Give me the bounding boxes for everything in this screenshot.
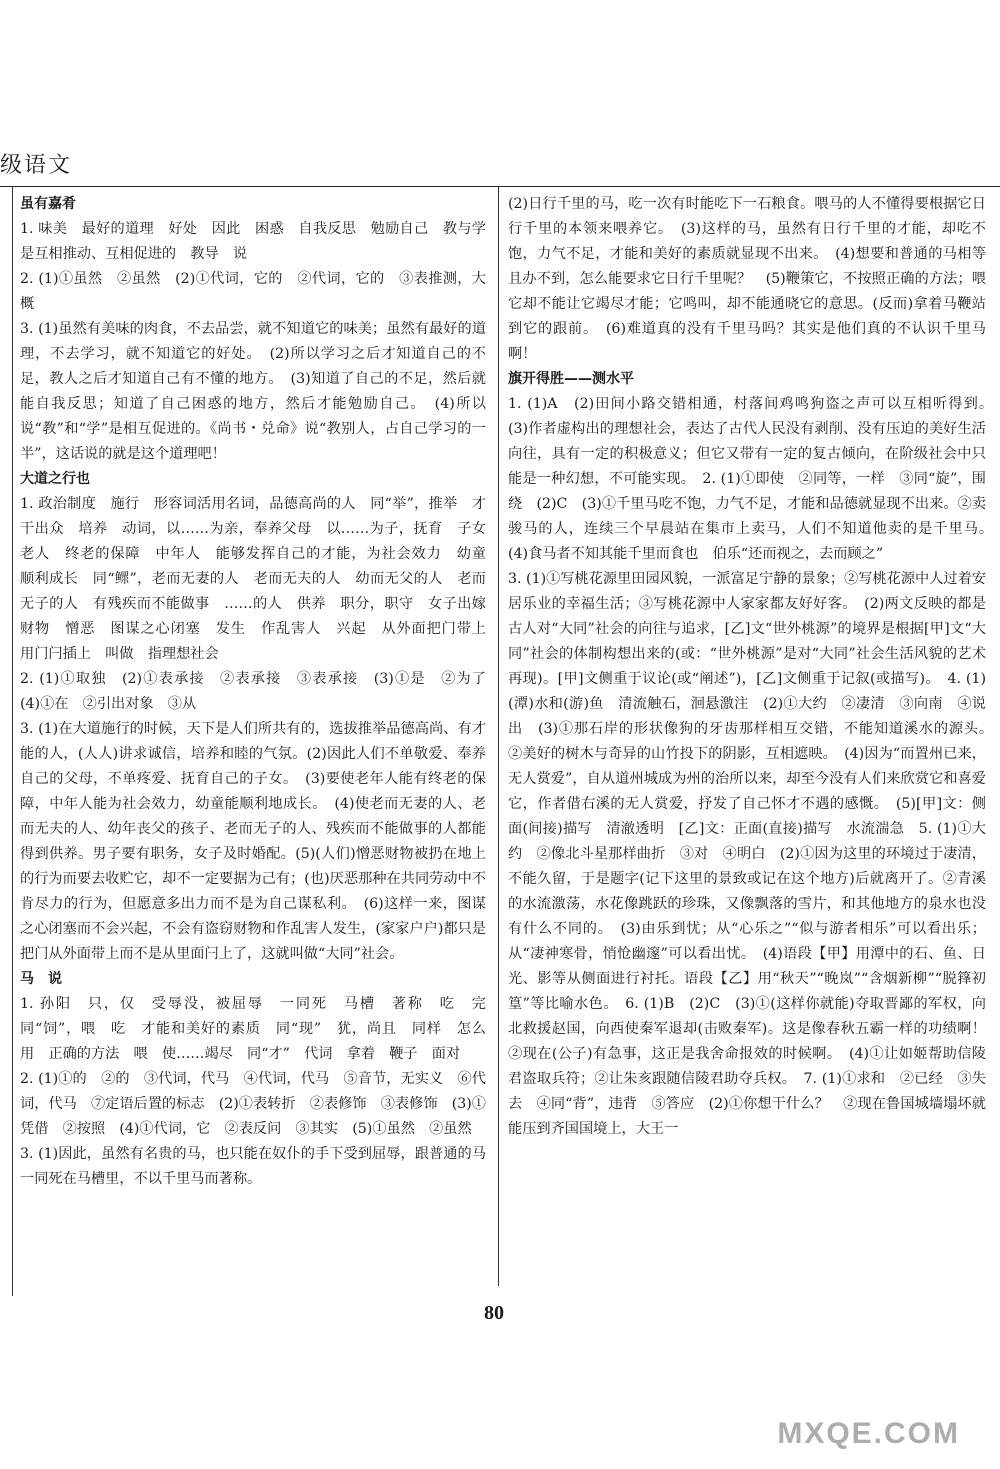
answer-paragraph: 1. 孙阳 只，仅 受辱没，被屈辱 一同死 马槽 著称 吃 完 同“饲”，喂 吃 才能和美好的素质 同“现” 犹，尚且 同样 怎么 用 正确的方法 喂 使……竭尽 同“才” 代词 拿着 鞭子 面对 <box>20 996 501 1062</box>
answer-paragraph: 1. (1)A (2)田间小路交错相通，村落间鸡鸣狗盗之声可以互相听得到。 (3)作者虚构出的理想社会，表达了古代人民没有剥削、没有压迫的美好生活向往，具有一定的积极意义；但它又带有一定的复古倾向，在阶级社会中只能是一种幻想，不可能实现。 2. (1)①即使 ②同等，一样 ③同“旋”，围绕 (2)C (3)①千里马吃不饱，力气不足，才能和品德就显现不出来。②卖骏马的人，连续三个早晨站在集市上卖马，人们不知道他卖的是千里马。 (4)食马者不知其能千里而食也 伯乐“还而视之，去而顾之” <box>508 396 1000 562</box>
section-title: 虽有嘉肴 <box>20 196 76 212</box>
page-number: 80 <box>484 1302 504 1324</box>
answer-paragraph: 3. (1)虽然有美味的肉食，不去品尝，就不知道它的味美；虽然有最好的道理，不去学习，就不知道它的好处。 (2)所以学习之后才知道自己的不足，教人之后才知道自己有不懂的地方。 (3)知道了自己的不足，然后就能自我反思；知道了自己困惑的地方，然后才能勉励自己。 (4)所以说“教”和“学”是相互促进的。《尚书・兑命》说“教别人，占自己学习的一半”，这话说的就是这个道理吧！ <box>20 321 486 462</box>
column-divider <box>498 186 499 1286</box>
answer-paragraph: 2. (1)①取独 (2)①表承接 ②表承接 ③表承接 (3)①是 ②为了 (4)①在 ②引出对象 ③从 <box>20 671 501 712</box>
right-column <box>508 192 1000 1142</box>
left-column <box>20 192 501 1192</box>
answer-paragraph: 1. 味美 最好的道理 好处 因此 困惑 自我反思 勉励自己 教与学是互相推动、互相促进的 教导 说 <box>20 221 486 262</box>
section-title: 大道之行也 <box>20 471 90 487</box>
section-title: 旗开得胜——测水平 <box>508 371 634 387</box>
answer-paragraph: 2. (1)①虽然 ②虽然 (2)①代词，它的 ②代词，它的 ③表推测，大概 <box>20 271 486 312</box>
answer-paragraph: 1. 政治制度 施行 形容词活用名词，品德高尚的人 同“举”，推举 才干出众 培养 动词，以……为亲，奉养父母 以……为子，抚育 子女 老人 终老的保障 中年人 能够发挥自己的才能，为社会效力 幼童 顺利成长 同“鳏”，老而无妻的人 老而无夫的人 幼而无父的人 老而无子的人 有残疾而不能做事 ……的人 供养 职分，职守 女子出嫁 财物 憎恶 图谋之心闭塞 发生 作乱害人 兴起 从外面把门带上 用门闩插上 叫做 指理想社会 <box>20 496 501 662</box>
answer-paragraph: 3. (1)①写桃花源里田园风貌，一派富足宁静的景象；②写桃花源中人过着安居乐业的幸福生活；③写桃花源中人家家都友好好客。 (2)两文反映的都是古人对“大同”社会的向往与追求，[乙]文“世外桃源”的境界是根据[甲]文“大同”社会的体制构想出来的(或：“世外桃源”是对“大同”社会生活风貌的艺术再现)。[甲]文侧重于议论(或“阐述”)，[乙]文侧重于记叙(或描写)。 4. (1)(潭)水和(游)鱼 清流触石，洄悬激注 (2)①大约 ②凄清 ③向南 ④说出 (3)①那石岸的形状像狗的牙齿那样相互交错，不能知道溪水的源头。 ②美好的树木与奇异的山竹投下的阴影，互相遮映。 (4)因为“而置州已来，无人赏爱”，自从道州城成为州的治所以来，却至今没有人们来欣赏它和喜爱它，作者借右溪的无人赏爱，抒发了自己怀才不遇的感慨。 (5)[甲]文：侧面(间接)描写 清澈透明 [乙]文：正面(直接)描写 水流湍急 5. (1)①大约 ②像北斗星那样曲折 ③对 ④明白 (2)①因为这里的环境过于凄清，不能久留，于是题字(记下这里的景致或记在这个地方)后就离开了。②青溪的水流激荡，水花像跳跃的珍珠，又像飘落的雪片，和其他地方的泉水也没有什么不同的。 (3)由乐到忧；从“心乐之”“似与游者相乐”可以看出乐；从“凄神寒骨，悄怆幽邃”可以看出忧。 (4)语段【甲】用潭中的石、鱼、日光、影等从侧面进行衬托。语段【乙】用“秋天”“晚岚”“含烟新柳”“脱箨初篁”等比喻水色。 6. (1)B (2)C (3)①(这样你就能)夺取晋鄙的军权，向北救援赵国，向西使秦军退却(击败秦军)。这是像春秋五霸一样的功绩啊！②现在(公子)有急事，这正是我舍命报效的时候啊。 (4)①让如姬帮助信陵君盗取兵符；②让朱亥跟随信陵君助夺兵权。 7. (1)①求和 ②已经 ③失去 ④同“背”，违背 ⑤答应 (2)①你想干什么？ ②现在鲁国城墙塌坏就能压到齐国国境上，大王一 <box>508 571 1000 1137</box>
answer-paragraph: 3. (1)因此，虽然有名贵的马，也只能在奴仆的手下受到屈辱，跟普通的马一同死在马槽里，不以千里马而著称。 <box>20 1146 486 1187</box>
watermark-text: MXQE.COM <box>777 1417 960 1450</box>
answer-paragraph: (2)日行千里的马，吃一次有时能吃下一石粮食。喂马的人不懂得要根据它日行千里的本领来喂养它。 (3)这样的马，虽然有日行千里的才能，却吃不饱，力气不足，才能和美好的素质就显现不出来。 (4)想要和普通的马相等且办不到，怎么能要求它日行千里呢？ (5)鞭策它，不按照正确的方法；喂它却不能让它竭尽才能；它鸣叫，却不能通晓它的意思。(反而)拿着马鞭站到它的跟前。 (6)难道真的没有千里马吗？其实是他们真的不认识千里马啊！ <box>508 196 986 362</box>
section-title: 马 说 <box>20 971 62 987</box>
left-margin-edge <box>0 186 13 1296</box>
top-rule <box>0 186 1000 187</box>
answer-paragraph: 2. (1)①的 ②的 ③代词，代马 ④代词，代马 ⑤音节，无实义 ⑥代词，代马 ⑦定语后置的标志 (2)①表转折 ②表修饰 ③表修饰 (3)①凭借 ②按照 (4)①代词，它 ②表反问 ③其实 (5)①虽然 ②虽然 <box>20 1071 486 1137</box>
page-header-title: 级语文 <box>0 153 73 178</box>
answer-paragraph: 3. (1)在大道施行的时候，天下是人们所共有的，选拔推举品德高尚、有才能的人，(人人)讲求诚信，培养和睦的气氛。(2)因此人们不单敬爱、奉养自己的父母，不单疼爱、抚育自己的子女。 (3)要使老年人能有终老的保障，中年人能为社会效力，幼童能顺利地成长。 (4)使老而无妻的人、老而无夫的人、幼年丧父的孩子、老而无子的人、残疾而不能做事的人都能得到供养。男子要有职务，女子及时婚配。(5)(人们)憎恶财物被扔在地上的行为而要去收贮它，却不一定要据为己有；(也)厌恶那种在共同劳动中不肯尽力的行为，但愿意多出力而不是为自己谋私利。 (6)这样一来，图谋之心闭塞而不会兴起，不会有盗窃财物和作乱害人发生，(家家户户)都只是把门从外面带上而不是从里面闩上了，这就叫做“大同”社会。 <box>20 721 486 962</box>
watermark <box>777 1417 960 1451</box>
